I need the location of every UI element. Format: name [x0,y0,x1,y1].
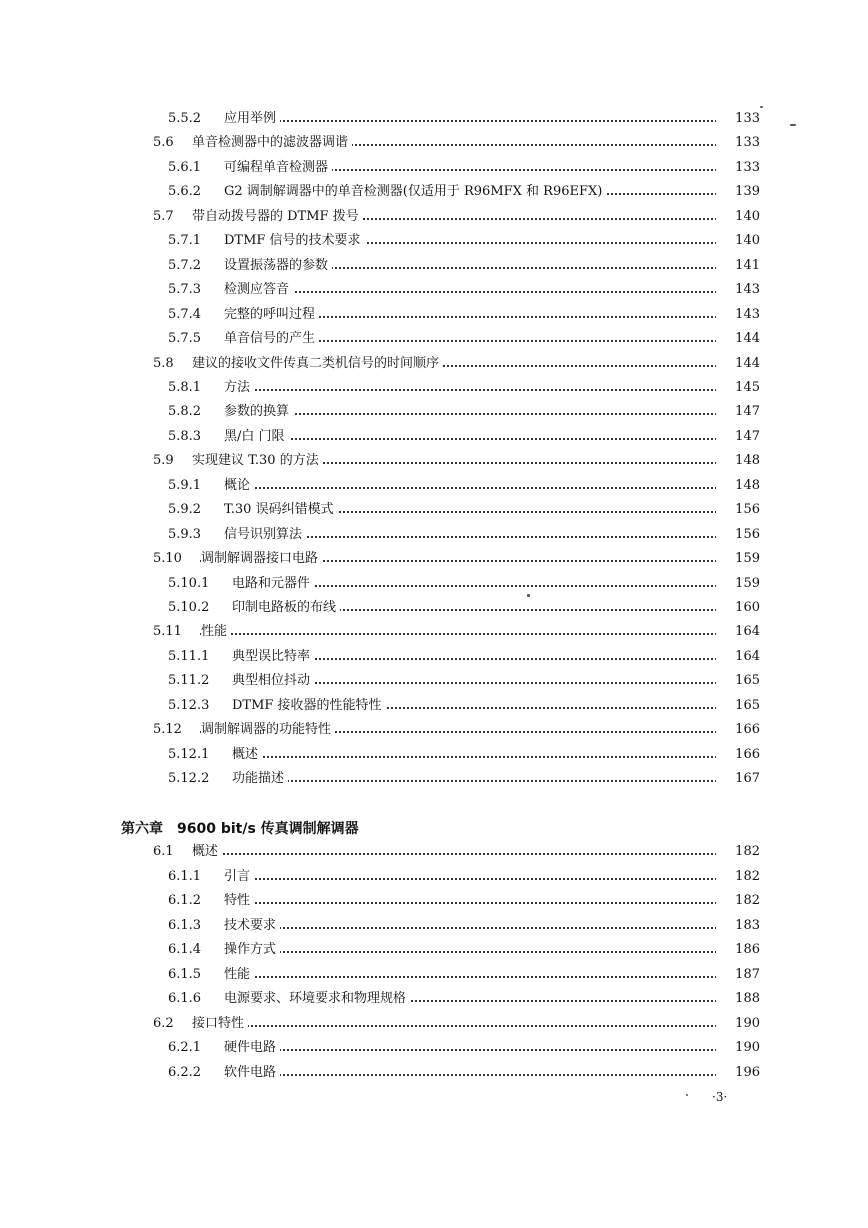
toc-entry [0,890,868,912]
toc-entry-page: 187 [716,964,760,986]
toc-entry-title: 电路和元器件 [232,573,314,595]
dot-leader [232,902,760,904]
dot-leader [232,878,760,880]
toc-entry [0,108,868,130]
toc-entry [0,377,868,399]
toc-entry-title: 应用举例 [224,108,280,130]
toc-entry-number: 5.9 [153,453,174,469]
toc-entry-page: 144 [716,328,760,350]
toc-entry-number: 5.7.5 [168,331,202,347]
dot-leader [200,633,760,635]
toc-entry-page: 165 [716,695,760,717]
toc-entry [0,328,868,350]
toc-entry [0,866,868,888]
toc-entry [0,964,868,986]
toc-entry-number: 5.12.2 [168,771,210,787]
scan-speck [686,1094,688,1096]
dot-leader [200,853,760,855]
dot-leader [232,1049,760,1051]
toc-entry [0,548,868,570]
toc-entry-title: 特性 [224,890,254,912]
dot-leader [232,413,760,415]
toc-entry-page: 182 [716,866,760,888]
toc-entry-title: 典型误比特率 [232,646,314,668]
toc-entry [0,939,868,961]
toc-entry-number: 5.8.3 [168,428,202,444]
toc-entry-number: 5.12 [153,722,182,738]
toc-entry-page: 164 [716,646,760,668]
toc-entry-title: 概述 [232,744,262,766]
toc-entry-page: 147 [716,401,760,423]
toc-entry-number: 5.7.2 [168,257,202,273]
chapter-heading [121,818,373,838]
toc-entry-title: 调制解调器接口电路 [201,548,322,570]
toc-entry [0,426,868,448]
toc-entry-number: 5.11.1 [168,648,210,664]
toc-entry-page: 183 [716,915,760,937]
toc-entry-number: 5.7.4 [168,306,202,322]
toc-entry-number: 5.12.3 [168,697,210,713]
toc-entry-title: DTMF 接收器的性能特性 [232,695,386,717]
toc-entry-page: 186 [716,939,760,961]
page-number: ·3· [712,1090,728,1104]
dot-leader [232,976,760,978]
toc-entry-number: 6.2.1 [168,1040,202,1055]
toc-entry [0,499,868,521]
toc-entry-page: 140 [716,206,760,228]
dot-leader [200,1025,760,1027]
toc-entry-number: 5.9.3 [168,526,202,542]
toc-entry-page: 139 [716,181,760,203]
toc-entry [0,841,868,863]
toc-entry-page: 141 [716,255,760,277]
toc-entry-title: 印制电路板的布线 [232,597,340,619]
toc-entry-number: 5.8 [153,355,174,371]
chapter-title: 9600 bit/s 传真调制解调器 [177,821,359,837]
toc-entry-number: 6.1.4 [168,942,202,957]
toc-entry-number: 5.11.2 [168,673,210,689]
toc-entry-title: 带自动拨号器的 DTMF 拨号 [192,206,363,228]
toc-entry-title: 参数的换算 [224,401,293,423]
toc-entry [0,1037,868,1059]
toc-entry-page: 148 [716,450,760,472]
toc-entry-title: 信号识别算法 [224,524,306,546]
toc-entry-title: G2 调制解调器中的单音检测器(仅适用于 R96MFX 和 R96EFX) [224,181,606,203]
toc-entry-number: 5.10.2 [168,600,210,615]
toc-entry-title: 操作方式 [224,939,280,961]
toc-entry-title: 单音信号的产生 [224,328,319,350]
toc-entry-title: 建议的接收文件传真二类机信号的时间顺序 [192,353,443,375]
toc-entry [0,744,868,766]
toc-entry-title: 方法 [224,377,254,399]
toc-entry [0,353,868,375]
toc-entry-number: 6.2.2 [168,1064,202,1080]
toc-entry-title: 调制解调器的功能特性 [201,719,335,741]
toc-entry-page: 140 [716,230,760,252]
toc-entry-page: 133 [716,108,760,130]
toc-entry-page: 188 [716,988,760,1010]
toc-entry [0,768,868,790]
dot-leader [232,120,760,122]
toc-entry [0,646,868,668]
toc-entry-title: 完整的呼叫过程 [224,304,319,326]
chapter-label: 第六章 [121,821,163,837]
toc-entry-page: 166 [716,719,760,741]
toc-entry-page: 160 [716,597,760,619]
dot-leader [232,1074,760,1076]
toc-entry-title: 典型相位抖动 [232,670,314,692]
toc-entry-number: 5.9.1 [168,477,202,493]
dot-leader [232,951,760,953]
toc-entry [0,304,868,326]
dot-leader [232,487,760,489]
scan-speck [790,124,796,126]
toc-entry [0,181,868,203]
dot-leader [232,291,760,293]
toc-entry [0,206,868,228]
toc-entry-page: 190 [716,1013,760,1035]
toc-entry-number: 5.6.2 [168,184,202,200]
toc-entry [0,719,868,741]
toc-entry-number: 6.1.6 [168,991,202,1006]
dot-leader [232,780,760,782]
toc-entry [0,573,868,595]
toc-entry-title: 性能 [224,964,254,986]
toc-entry-number: 5.9.2 [168,502,202,518]
toc-entry [0,475,868,497]
toc-entry-title: 设置振荡器的参数 [224,255,332,277]
toc-entry [0,401,868,423]
toc-entry [0,255,868,277]
toc-entry-number: 5.10.1 [168,575,210,591]
dot-leader [232,389,760,391]
toc-entry-page: 164 [716,621,760,643]
toc-entry-number: 6.1.5 [168,966,202,982]
toc-entry-number: 6.1 [153,844,174,859]
toc-entry-number: 5.8.2 [168,404,202,420]
toc-entry-title: 引言 [224,866,254,888]
toc-entry [0,132,868,154]
toc-entry-number: 6.1.3 [168,917,202,933]
toc-entry-number: 5.7 [153,208,174,224]
toc-entry-number: 5.7.3 [168,282,202,298]
toc-entry [0,915,868,937]
toc-entry [0,621,868,643]
toc-entry-page: 156 [716,499,760,521]
toc-entry-page: 147 [716,426,760,448]
toc-entry [0,597,868,619]
toc-entry-number: 6.1.2 [168,893,202,908]
toc-entry [0,695,868,717]
toc-entry-page: 133 [716,132,760,154]
toc-entry-title: 概述 [192,841,222,863]
toc-entry-page: 159 [716,548,760,570]
toc-entry-title: 性能 [201,621,231,643]
dot-leader [232,438,760,440]
toc-entry [0,1062,868,1084]
toc-entry-number: 6.1.1 [168,868,202,884]
toc-entry-page: 133 [716,157,760,179]
toc-entry-number: 5.7.1 [168,233,202,249]
toc-entry-title: 功能描述 [232,768,288,790]
toc-entry-page: 143 [716,304,760,326]
toc-entry-page: 165 [716,670,760,692]
toc-entry-title: 检测应答音 [224,279,293,301]
toc-entry-number: 5.10 [153,551,182,567]
toc-entry-title: 单音检测器中的滤波器调谐 [192,132,352,154]
dot-leader [232,756,760,758]
toc-entry [0,988,868,1010]
toc-entry-number: 5.5.2 [168,111,202,126]
dot-leader [232,927,760,929]
toc-entry [0,524,868,546]
toc-entry-title: 技术要求 [224,915,280,937]
toc-entry-title: 接口特性 [192,1013,248,1035]
toc-entry-page: 167 [716,768,760,790]
scan-speck [527,594,530,597]
toc-entry-page: 190 [716,1037,760,1059]
toc-entry-page: 182 [716,890,760,912]
toc-entry-title: DTMF 信号的技术要求 [224,230,365,252]
toc-entry-page: 166 [716,744,760,766]
toc-entry-number: 5.12.1 [168,746,210,762]
toc-entry-title: 实现建议 T.30 的方法 [192,450,323,472]
toc-entry [0,279,868,301]
toc-entry-page: 196 [716,1062,760,1084]
toc-entry-number: 5.11 [153,624,182,640]
toc-entry-title: 黑/白 门限 [224,426,289,448]
toc-entry-page: 159 [716,573,760,595]
toc-entry-title: T.30 误码纠错模式 [224,499,338,521]
toc-entry-page: 143 [716,279,760,301]
toc-entry-number: 5.8.1 [168,379,202,395]
toc-entry-page: 182 [716,841,760,863]
toc-entry [0,157,868,179]
toc-entry-number: 6.2 [153,1015,174,1031]
scan-speck [760,106,763,108]
toc-entry-title: 软件电路 [224,1062,280,1084]
toc-entry [0,670,868,692]
toc-entry-number: 5.6 [153,135,174,151]
toc-entry-number: 5.6.1 [168,159,202,175]
toc-entry [0,450,868,472]
toc-entry-title: 硬件电路 [224,1037,280,1059]
toc-entry [0,1013,868,1035]
toc-entry-page: 144 [716,353,760,375]
toc-entry [0,230,868,252]
toc-entry-page: 156 [716,524,760,546]
toc-entry-title: 电源要求、环境要求和物理规格 [224,988,410,1010]
toc-entry-title: 可编程单音检测器 [224,157,332,179]
toc-entry-page: 148 [716,475,760,497]
toc-entry-title: 概论 [224,475,254,497]
toc-entry-page: 145 [716,377,760,399]
dot-leader [232,536,760,538]
